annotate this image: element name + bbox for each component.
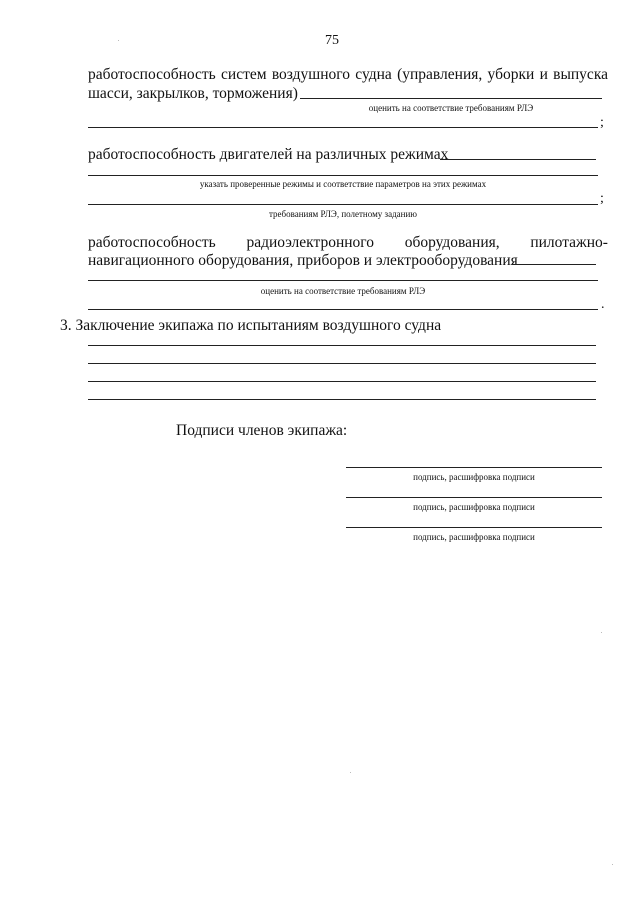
conclusion-line-1	[88, 345, 596, 346]
equipment-fill-line-3	[88, 309, 598, 310]
word: работоспособность	[88, 66, 216, 83]
equipment-end-mark: .	[601, 297, 605, 312]
signature-caption-2: подпись, расшифровка подписи	[413, 502, 535, 512]
word: (управления,	[397, 66, 483, 83]
equipment-fill-line-2	[88, 280, 598, 281]
engines-fill-line-2	[88, 175, 598, 176]
equipment-line-2: навигационного оборудования, приборов и электрооборудования	[88, 252, 518, 269]
word: пилотажно-	[530, 234, 608, 251]
engines-end-mark: ;	[600, 191, 604, 206]
word: оборудования,	[404, 234, 500, 251]
signature-line-1	[346, 467, 602, 468]
signature-caption-3: подпись, расшифровка подписи	[413, 532, 535, 542]
engines-fill-line-3	[88, 204, 598, 205]
word: воздушного	[271, 66, 350, 83]
equipment-fill-line-1	[512, 264, 596, 265]
systems-end-mark: ;	[600, 115, 604, 130]
scan-speck	[612, 864, 613, 865]
word: уборки	[487, 66, 535, 83]
scan-speck	[601, 632, 602, 633]
word: судна	[355, 66, 392, 83]
word: работоспособность	[88, 234, 216, 251]
systems-line-2: шасси, закрылков, торможения)	[88, 85, 298, 102]
page-number: 75	[325, 33, 339, 48]
word: выпуска	[553, 66, 608, 83]
signature-line-3	[346, 527, 602, 528]
word: радиоэлектронного	[246, 234, 375, 251]
systems-line-1	[88, 66, 608, 84]
conclusion-line-2	[88, 363, 596, 364]
signature-line-2	[346, 497, 602, 498]
engines-caption-2: требованиям РЛЭ, полетному заданию	[268, 209, 418, 219]
scan-speck	[118, 40, 119, 41]
signatures-heading: Подписи членов экипажа:	[176, 422, 348, 439]
conclusion-line-3	[88, 381, 596, 382]
conclusion-line-4	[88, 399, 596, 400]
scan-speck	[350, 772, 351, 773]
conclusion-heading: 3. Заключение экипажа по испытаниям воздушного судна	[60, 317, 442, 334]
word: и	[539, 66, 548, 83]
systems-fill-line-2	[88, 127, 598, 128]
equipment-caption: оценить на соответствие требованиям РЛЭ	[260, 286, 426, 296]
word: систем	[221, 66, 267, 83]
engines-caption-1: указать проверенные режимы и соответствие параметров на этих режимах	[199, 179, 487, 189]
signature-caption-1: подпись, расшифровка подписи	[413, 472, 535, 482]
systems-fill-line-1	[300, 98, 602, 99]
engines-line-1: работоспособность двигателей на различных режимах	[88, 146, 449, 163]
systems-caption: оценить на соответствие требованиям РЛЭ	[368, 103, 534, 113]
equipment-line-1	[88, 234, 608, 252]
engines-fill-line-1	[440, 159, 596, 160]
